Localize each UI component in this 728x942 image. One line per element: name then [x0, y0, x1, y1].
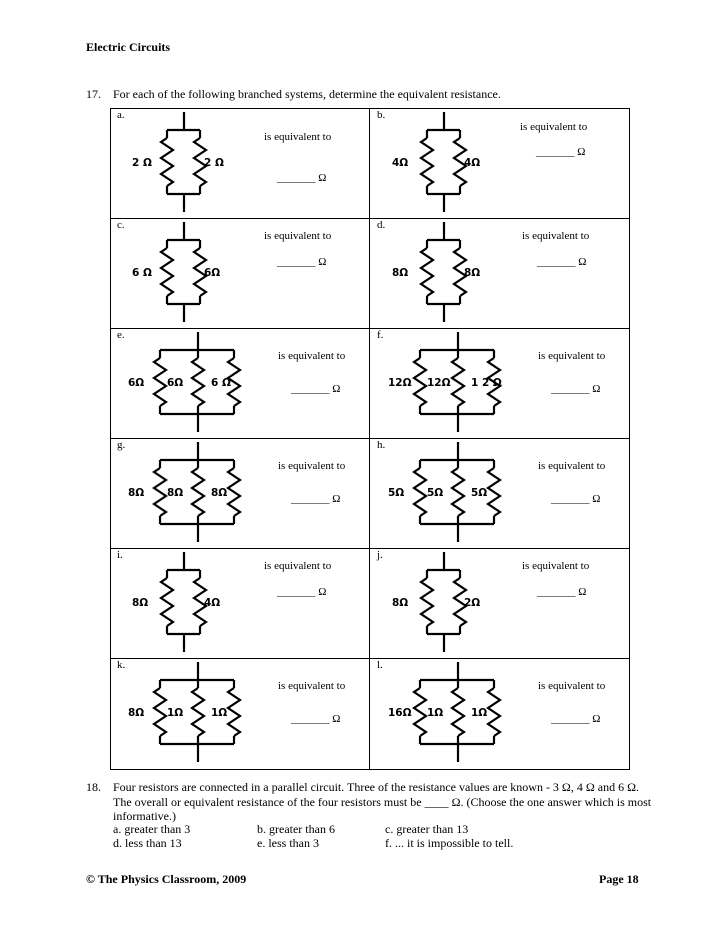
- resistor-label: 8Ω: [132, 597, 149, 609]
- question-17-number: 17.: [86, 87, 101, 101]
- equivalent-to-label: is equivalent to: [278, 350, 346, 362]
- resistor-label: 8Ω: [128, 487, 145, 499]
- resistor-label: 1Ω: [211, 707, 228, 719]
- item-letter: e.: [117, 329, 125, 341]
- resistor-1: [421, 248, 433, 296]
- circuit-item-e: [110, 328, 369, 438]
- equivalent-to-label: is equivalent to: [278, 680, 346, 692]
- resistor-label: 4Ω: [464, 157, 481, 169]
- circuit-item-k: [110, 658, 369, 768]
- resistor-label: 1 2 Ω: [471, 377, 502, 389]
- circuit-item-d: [370, 218, 629, 328]
- equivalent-to-label: is equivalent to: [264, 560, 332, 572]
- footer-copyright: © The Physics Classroom, 2009: [86, 872, 247, 886]
- answer-option-c: c. greater than 13: [385, 822, 469, 836]
- resistor-2: [192, 358, 204, 406]
- answer-blank: _______ Ω: [291, 713, 341, 725]
- resistor-1: [414, 688, 426, 736]
- answer-option-e: e. less than 3: [257, 836, 319, 850]
- resistor-label: 8Ω: [464, 267, 481, 279]
- equivalent-to-label: is equivalent to: [278, 460, 346, 472]
- answer-option-b: b. greater than 6: [257, 822, 335, 836]
- item-letter: g.: [117, 439, 126, 451]
- item-letter: d.: [377, 219, 386, 231]
- resistor-2: [452, 468, 464, 516]
- answer-option-d: d. less than 13: [113, 836, 182, 850]
- answer-blank: _______ Ω: [551, 713, 601, 725]
- resistor-2: [452, 358, 464, 406]
- resistor-label: 6 Ω: [211, 377, 231, 389]
- resistor-label: 8Ω: [128, 707, 145, 719]
- resistor-label: 5Ω: [427, 487, 444, 499]
- resistor-label: 8Ω: [392, 597, 409, 609]
- item-letter: f.: [377, 329, 384, 341]
- resistor-1: [154, 688, 166, 736]
- resistor-3: [228, 688, 240, 736]
- equivalent-to-label: is equivalent to: [264, 230, 332, 242]
- answer-blank: _______ Ω: [277, 172, 327, 184]
- resistor-1: [154, 358, 166, 406]
- parallel-circuit-diagram: [370, 548, 629, 658]
- answer-blank: _______ Ω: [277, 256, 327, 268]
- resistor-label: 1Ω: [167, 707, 184, 719]
- resistor-label: 12Ω: [427, 377, 451, 389]
- resistor-label: 1Ω: [427, 707, 444, 719]
- resistor-1: [161, 138, 173, 186]
- answer-option-f: f. ... it is impossible to tell.: [385, 836, 514, 850]
- resistor-label: 6Ω: [167, 377, 184, 389]
- resistor-label: 5Ω: [471, 487, 488, 499]
- resistor-2: [192, 468, 204, 516]
- question-18-number: 18.: [86, 780, 101, 794]
- circuit-item-h: [370, 438, 629, 548]
- answer-blank: _______ Ω: [551, 493, 601, 505]
- circuit-item-c: [110, 218, 369, 328]
- equivalent-to-label: is equivalent to: [264, 131, 332, 143]
- parallel-circuit-diagram: [370, 108, 629, 218]
- resistor-label: 2Ω: [464, 597, 481, 609]
- circuit-item-f: [370, 328, 629, 438]
- resistor-3: [488, 468, 500, 516]
- resistor-label: 12Ω: [388, 377, 412, 389]
- resistor-label: 6Ω: [128, 377, 145, 389]
- resistor-label: 4Ω: [204, 597, 221, 609]
- footer-page-number: Page 18: [599, 872, 639, 886]
- answer-option-a: a. greater than 3: [113, 822, 191, 836]
- equivalent-to-label: is equivalent to: [538, 460, 606, 472]
- circuit-item-a: [110, 108, 369, 218]
- answer-blank: _______ Ω: [537, 256, 587, 268]
- answer-blank: _______ Ω: [291, 493, 341, 505]
- resistor-label: 16Ω: [388, 707, 412, 719]
- circuit-item-j: [370, 548, 629, 658]
- equivalent-to-label: is equivalent to: [522, 230, 590, 242]
- resistor-label: 5Ω: [388, 487, 405, 499]
- item-letter: j.: [377, 549, 383, 561]
- item-letter: i.: [117, 549, 123, 561]
- equivalent-to-label: is equivalent to: [520, 121, 588, 133]
- answer-blank: _______ Ω: [291, 383, 341, 395]
- resistor-1: [414, 358, 426, 406]
- resistor-label: 4Ω: [392, 157, 409, 169]
- item-letter: l.: [377, 659, 383, 671]
- item-letter: a.: [117, 109, 125, 121]
- header-title: Electric Circuits: [86, 40, 171, 54]
- item-letter: c.: [117, 219, 125, 231]
- resistor-label: 1Ω: [471, 707, 488, 719]
- resistor-1: [421, 138, 433, 186]
- answer-blank: _______ Ω: [537, 586, 587, 598]
- resistor-label: 8Ω: [167, 487, 184, 499]
- item-letter: h.: [377, 439, 386, 451]
- circuit-item-g: [110, 438, 369, 548]
- answer-blank: _______ Ω: [551, 383, 601, 395]
- resistor-label: 2 Ω: [132, 157, 152, 169]
- equivalent-to-label: is equivalent to: [522, 560, 590, 572]
- item-letter: b.: [377, 109, 386, 121]
- question-17-prompt: For each of the following branched systems, determine the equivalent resistance.: [113, 87, 501, 101]
- resistor-2: [192, 688, 204, 736]
- resistor-1: [414, 468, 426, 516]
- question-18-text: Four resistors are connected in a parallel circuit. Three of the resistance values are known - 3 Ω, 4 Ω and 6 Ω. The overall or equivalent resistance of the four resistors must be ____ Ω. (Choose the one answer which is most informative.): [113, 780, 652, 823]
- equivalent-to-label: is equivalent to: [538, 680, 606, 692]
- parallel-circuit-diagram: [370, 218, 629, 328]
- resistor-3: [228, 468, 240, 516]
- resistor-label: 6 Ω: [132, 267, 152, 279]
- circuit-item-b: [370, 108, 629, 218]
- resistor-3: [488, 688, 500, 736]
- resistor-1: [421, 578, 433, 626]
- circuit-item-i: [110, 548, 369, 658]
- resistor-label: 8Ω: [392, 267, 409, 279]
- parallel-circuit-diagram: [110, 108, 369, 218]
- answer-blank: _______ Ω: [536, 146, 586, 158]
- item-letter: k.: [117, 659, 126, 671]
- resistor-2: [452, 688, 464, 736]
- resistor-1: [161, 578, 173, 626]
- circuit-item-l: [370, 658, 629, 768]
- equivalent-to-label: is equivalent to: [538, 350, 606, 362]
- resistor-1: [161, 248, 173, 296]
- resistor-label: 6Ω: [204, 267, 221, 279]
- answer-blank: _______ Ω: [277, 586, 327, 598]
- resistor-label: 2 Ω: [204, 157, 224, 169]
- resistor-1: [154, 468, 166, 516]
- resistor-label: 8Ω: [211, 487, 228, 499]
